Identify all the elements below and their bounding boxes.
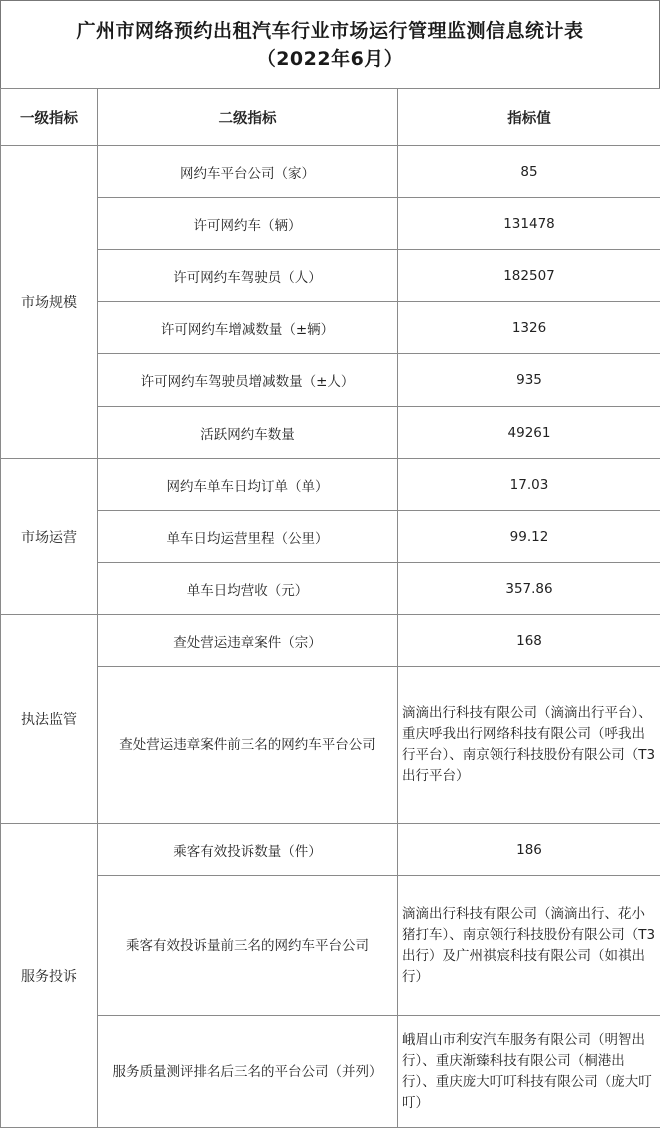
table-row: [1, 198, 660, 250]
indicator-value: 49261: [398, 407, 660, 459]
group-label-market-scale: 市场规模: [1, 146, 98, 459]
page-title: 广州市网络预约出租汽车行业市场运行管理监测信息统计表: [76, 17, 583, 45]
indicator-value: 99.12: [398, 511, 660, 563]
indicator-label: 查处营运违章案件（宗）: [98, 615, 398, 667]
indicator-value: 17.03: [398, 459, 660, 511]
indicator-label: 单车日均运营里程（公里）: [98, 511, 398, 563]
indicator-label: 许可网约车驾驶员增减数量（±人）: [98, 354, 398, 407]
header-level1: 一级指标: [1, 89, 98, 146]
table-row: [1, 459, 660, 511]
title-block: [0, 0, 660, 88]
indicator-value: 186: [398, 824, 660, 876]
indicator-value: 182507: [398, 250, 660, 302]
table-row: [1, 407, 660, 459]
indicator-label: 乘客有效投诉量前三名的网约车平台公司: [98, 876, 398, 1016]
indicator-label: 单车日均营收（元）: [98, 563, 398, 615]
indicator-label: 查处营运违章案件前三名的网约车平台公司: [98, 667, 398, 824]
indicator-value: 滴滴出行科技有限公司（滴滴出行、花小猪打车）、南京领行科技股份有限公司（T3出行）及广州祺宸科技有限公司（如祺出行）: [398, 876, 660, 1016]
table-row: [1, 511, 660, 563]
table-row: [1, 615, 660, 667]
indicator-label: 许可网约车增减数量（±辆）: [98, 302, 398, 354]
indicator-label: 乘客有效投诉数量（件）: [98, 824, 398, 876]
table-row: [1, 667, 660, 824]
table-row: [1, 146, 660, 198]
indicator-label: 网约车单车日均订单（单）: [98, 459, 398, 511]
indicator-label: 网约车平台公司（家）: [98, 146, 398, 198]
table-row: [1, 876, 660, 1016]
table-row: [1, 302, 660, 354]
indicator-value: 1326: [398, 302, 660, 354]
indicator-label: 活跃网约车数量: [98, 407, 398, 459]
statistics-table: [0, 88, 660, 1128]
indicator-value: 131478: [398, 198, 660, 250]
indicator-value: 85: [398, 146, 660, 198]
indicator-value: 滴滴出行科技有限公司（滴滴出行平台）、重庆呼我出行网络科技有限公司（呼我出行平台）、南京领行科技股份有限公司（T3出行平台）: [398, 667, 660, 824]
indicator-label: 许可网约车驾驶员（人）: [98, 250, 398, 302]
indicator-value: 935: [398, 354, 660, 407]
group-label-law-enforcement: 执法监管: [1, 615, 98, 824]
group-label-service-complaints: 服务投诉: [1, 824, 98, 1128]
indicator-value: 168: [398, 615, 660, 667]
indicator-label: 服务质量测评排名后三名的平台公司（并列）: [98, 1016, 398, 1128]
header-level2: 二级指标: [98, 89, 398, 146]
table-row: [1, 824, 660, 876]
header-value: 指标值: [398, 89, 660, 146]
table-row: [1, 1016, 660, 1128]
indicator-label: 许可网约车（辆）: [98, 198, 398, 250]
indicator-value: 峨眉山市利安汽车服务有限公司（明智出行）、重庆渐臻科技有限公司（桐港出行）、重庆庞大叮叮科技有限公司（庞大叮叮）: [398, 1016, 660, 1128]
header-row: [1, 89, 660, 146]
page-subtitle: （2022年6月）: [257, 45, 404, 73]
group-label-market-operation: 市场运营: [1, 459, 98, 615]
table-row: [1, 354, 660, 407]
table-row: [1, 563, 660, 615]
table-row: [1, 250, 660, 302]
indicator-value: 357.86: [398, 563, 660, 615]
